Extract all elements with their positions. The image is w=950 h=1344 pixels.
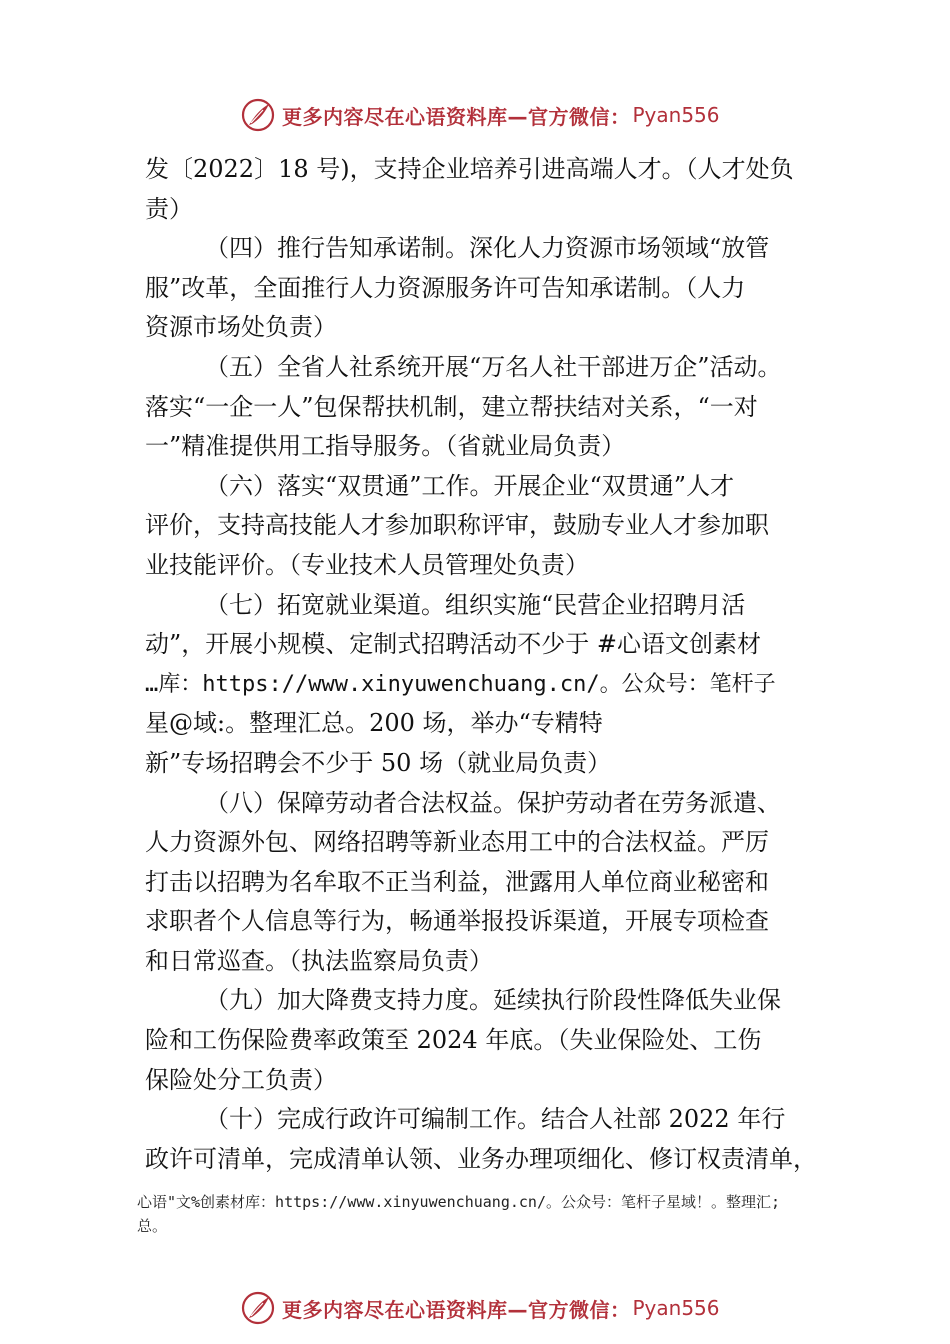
body-line: 服”改革，全面推行人力资源服务许可告知承诺制。（人力 xyxy=(145,273,746,302)
body-line: 业技能评价。（专业技术人员管理处负责） xyxy=(145,550,589,579)
footer-note-line: 总。 xyxy=(137,1217,168,1235)
body-line: 资源市场处负责） xyxy=(145,313,337,342)
paragraph-start: （四）推行告知承诺制。深化人力资源市场领域“放管 xyxy=(205,234,770,263)
body-line: 发〔2022〕18 号)，支持企业培养引进高端人才。（人才处负 xyxy=(145,155,794,183)
body-line: 政许可清单，完成清单认领、业务办理项细化、修订权责清单， xyxy=(145,1144,817,1173)
banner-wechat-id: Pyan556 xyxy=(632,1296,720,1320)
body-line: 新”专场招聘会不少于 50 场（就业局负责） xyxy=(145,748,612,777)
body-line: 打击以招聘为名牟取不正当利益，泄露用人单位商业秘密和 xyxy=(145,867,769,896)
body-line: 评价，支持高技能人才参加职称评审，鼓励专业人才参加职 xyxy=(145,511,769,540)
document-body xyxy=(145,150,817,1179)
paragraph-start: （五）全省人社系统开展“万名人社干部进万企”活动。 xyxy=(205,352,782,381)
paragraph-start: （九）加大降费支持力度。延续执行阶段性降低失业保 xyxy=(205,986,781,1015)
paragraph-start: （七）拓宽就业渠道。组织实施“民营企业招聘月活 xyxy=(205,590,746,619)
footer-note-line: 心语"文%创素材库：https://www.xinyuwenchuang.cn/。公众号：笔杆子星域！。整理汇; xyxy=(137,1193,781,1211)
paragraph-start: （六）落实“双贯通”工作。开展企业“双贯通”人才 xyxy=(205,471,735,500)
banner-title: 更多内容尽在心语资料库—官方微信： xyxy=(282,1297,631,1322)
paragraph-start: （八）保障劳动者合法权益。保护劳动者在劳务派遣、 xyxy=(205,788,781,817)
body-line: 求职者个人信息等行为，畅通举报投诉渠道，开展专项检查 xyxy=(145,907,769,936)
body-line: 保险处分工负责） xyxy=(145,1065,337,1094)
feather-pen-logo-icon xyxy=(240,1290,276,1326)
watermark-url-line: …库：https://www.xinyuwenchuang.cn/。公众号：笔杆子 xyxy=(145,671,776,697)
body-line: 和日常巡查。（执法监察局负责） xyxy=(145,946,493,975)
footer-banner xyxy=(240,1288,760,1328)
banner-wechat-id: Pyan556 xyxy=(632,103,720,127)
footer-watermark-note xyxy=(137,1190,847,1238)
body-line: 星@域:。整理汇总。200 场，举办“专精特 xyxy=(145,709,603,738)
paragraph-start: （十）完成行政许可编制工作。结合人社部 2022 年行 xyxy=(205,1105,786,1134)
header-banner xyxy=(240,95,760,135)
feather-pen-logo-icon xyxy=(240,97,276,133)
body-line: 落实“一企一人”包保帮扶机制，建立帮扶结对关系，“一对 xyxy=(145,392,758,421)
body-line: 一”精准提供用工指导服务。（省就业局负责） xyxy=(145,432,626,461)
body-line: 责） xyxy=(145,194,193,223)
body-line: 动”，开展小规模、定制式招聘活动不少于 #心语文创素材 xyxy=(145,630,762,659)
body-line: 险和工伤保险费率政策至 2024 年底。（失业保险处、工伤 xyxy=(145,1026,762,1055)
banner-title: 更多内容尽在心语资料库—官方微信： xyxy=(282,104,631,129)
body-line: 人力资源外包、网络招聘等新业态用工中的合法权益。严厉 xyxy=(145,828,769,857)
